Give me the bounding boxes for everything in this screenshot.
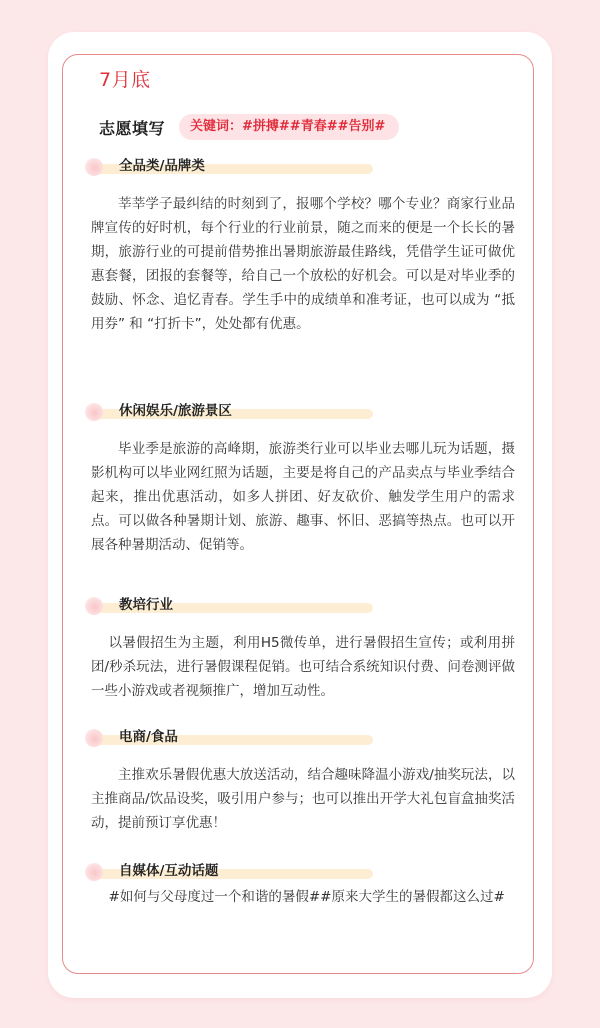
card-frame (62, 54, 534, 974)
section-body: 以暑假招生为主题，利用H5微传单，进行暑假招生宣传；或利用拼团/秒杀玩法，进行暑假课程促销。也可结合系统知识付费、问卷测评做一些小游戏或者视频推广，增加互动性。 (91, 635, 515, 699)
keyword-badge: 关键词：#拼搏##青春##告别# (179, 114, 399, 140)
title-row (99, 113, 399, 141)
section-title: 自媒体/互动话题 (119, 863, 219, 879)
section-title: 教培行业 (119, 597, 173, 613)
bullet-dot-icon (85, 729, 103, 747)
bullet-dot-icon (85, 403, 103, 421)
section-title: 全品类/品牌类 (119, 158, 205, 174)
section-body: 毕业季是旅游的高峰期，旅游类行业可以毕业去哪儿玩为话题，摄影机构可以毕业网红照为话题，主要是将自己的产品卖点与毕业季结合起来，推出优惠活动，如多人拼团、好友砍价、触发学生用户的需求点。可以做各种暑期计划、旅游、趣事、怀旧、恶搞等热点。也可以开展各种暑期活动、促销等。 (91, 441, 515, 553)
month-label: 7月底 (99, 69, 151, 91)
section-heading (85, 727, 375, 749)
page-title: 志愿填写 (99, 118, 166, 138)
section-title: 电商/食品 (119, 729, 178, 745)
section-title: 休闲娱乐/旅游景区 (119, 403, 232, 419)
content-card (48, 32, 552, 998)
bullet-dot-icon (85, 158, 103, 176)
bullet-dot-icon (85, 863, 103, 881)
section-body: #如何与父母度过一个和谐的暑假##原来大学生的暑假都这么过# (108, 889, 505, 905)
section-heading (85, 401, 375, 423)
bullet-dot-icon (85, 597, 103, 615)
section-body: 主推欢乐暑假优惠大放送活动，结合趣味降温小游戏/抽奖玩法，以主推商品/饮品设奖，吸引用户参与；也可以推出开学大礼包盲盒抽奖活动，提前预订享优惠！ (91, 767, 515, 831)
section-heading (85, 861, 375, 883)
section-heading (85, 595, 375, 617)
section-body: 莘莘学子最纠结的时刻到了，报哪个学校？哪个专业？商家行业品牌宣传的好时机，每个行业的行业前景，随之而来的便是一个长长的暑期，旅游行业的可提前借势推出暑期旅游最佳路线，凭借学生证可做优惠套餐，团报的套餐等，给自己一个放松的好机会。可以是对毕业季的鼓励、怀念、追忆青春。学生手中的成绩单和准考证，也可以成为 “抵用券” 和 “打折卡”，处处都有优惠。 (91, 196, 515, 332)
section-heading (85, 156, 375, 178)
